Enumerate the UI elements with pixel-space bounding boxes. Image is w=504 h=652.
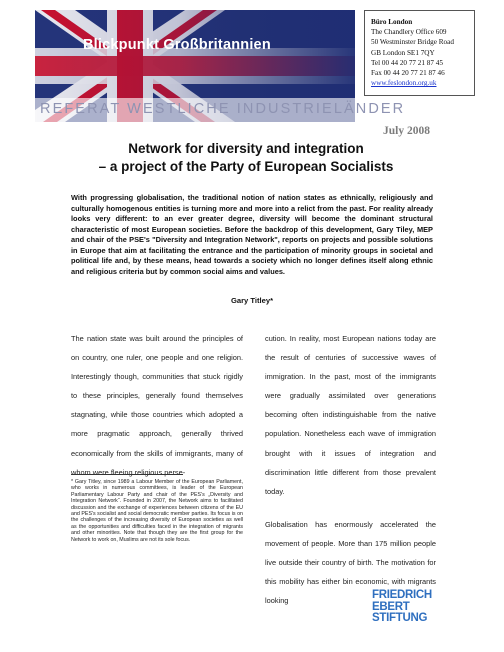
address-line-3: GB London SE1 7QY (371, 48, 435, 57)
address-line-1: The Chandlery Office 609 (371, 28, 447, 37)
banner-title: Blickpunkt Großbritannien (83, 37, 271, 53)
body-paragraph: The nation state was built around the principles of on country, one ruler, one people and one religion. Interestingly though, communities that stuck rigidly to these principles, generally found themselves stagnating, while those countries which adopted a more pragmatic approach, generally thrived economically from the skills of immigrants, many of whom were fleeing religious perse- (71, 334, 243, 477)
title-line-2: – a project of the Party of European Socialists (98, 159, 394, 174)
website-link[interactable]: www.feslondon.org.uk (371, 79, 437, 88)
footnote-divider (71, 474, 183, 475)
logo-line-1: FRIEDRICH (372, 589, 432, 601)
footnote: * Gary Titley, since 1989 a Labour Member of the European Parliament, who works in numerous committees, is leader of the European Parliamentary Labour Party and chair of the PES's „Diversity and Integration Network“. Founded in 2007, the Network aims to facilitated discussion and the exchange of experiences between citizens of the EU and PES's socialist and social democratic member parties. Its focus is on the challenges of the increasing diversity of European societies as well as the opportunities and difficulties faced in the integration of migrants and other minorities. Note that though they are the first group for the Network to work on, Muslims are not its sole focus. (71, 479, 243, 543)
office-address-box (364, 10, 475, 96)
telephone: Tel 00 44 20 77 21 87 45 (371, 58, 443, 67)
office-name: Büro London (371, 18, 413, 26)
body-paragraph: cution. In reality, most European nations today are the result of centuries of successive waves of immigration. In the past, most of the immigrants were gradually assimilated over generations becoming often indistinguishable from the native population. Nonetheless each wave of immigration brought with it issues of integration and discrimination little different from those prevalent today. (265, 334, 436, 496)
publication-date: July 2008 (383, 125, 430, 137)
body-column-right (265, 329, 436, 610)
logo-line-3: STIFTUNG (372, 612, 428, 624)
title-line-1: Network for diversity and integration (128, 141, 364, 156)
document-title (60, 140, 432, 176)
fes-logo (372, 590, 432, 625)
banner-subtitle-strip (35, 98, 406, 122)
body-column-left (71, 329, 243, 482)
author: Gary Titley* (230, 296, 274, 305)
banner-subtitle: REFERAT WESTLICHE INDUSTRIELÄNDER (40, 101, 406, 117)
body-paragraph: Globalisation has enormously accelerated the movement of people. More than 175 million people live outside their country of birth. The motivation for this mobility has either bin economic, with migrants looking (265, 519, 436, 606)
logo-line-2: EBERT (372, 600, 410, 613)
abstract: With progressing globalisation, the traditional notion of nation states as ethnically, religiously and culturally homogenous entities is turning more and more into a relict from the past. For reality already looks very different: to an ever greater degree, diversity will become the dominant structural characteristic of most European societies. Before the backdrop of this development, Gary Tiley, MEP and chair of the PSE's "Diversity and Integration Network", reports on projects and possible solutions in Europe that aim at facilitating the entrance and the participation of minority groups in societal and political life and, by these means, head towards a society which no longer defines itself along ethnic and religious criteria but by common social aims and values. (71, 193, 433, 276)
address-line-2: 50 Westminster Bridge Road (371, 38, 454, 47)
fax: Fax 00 44 20 77 21 87 46 (371, 69, 445, 78)
